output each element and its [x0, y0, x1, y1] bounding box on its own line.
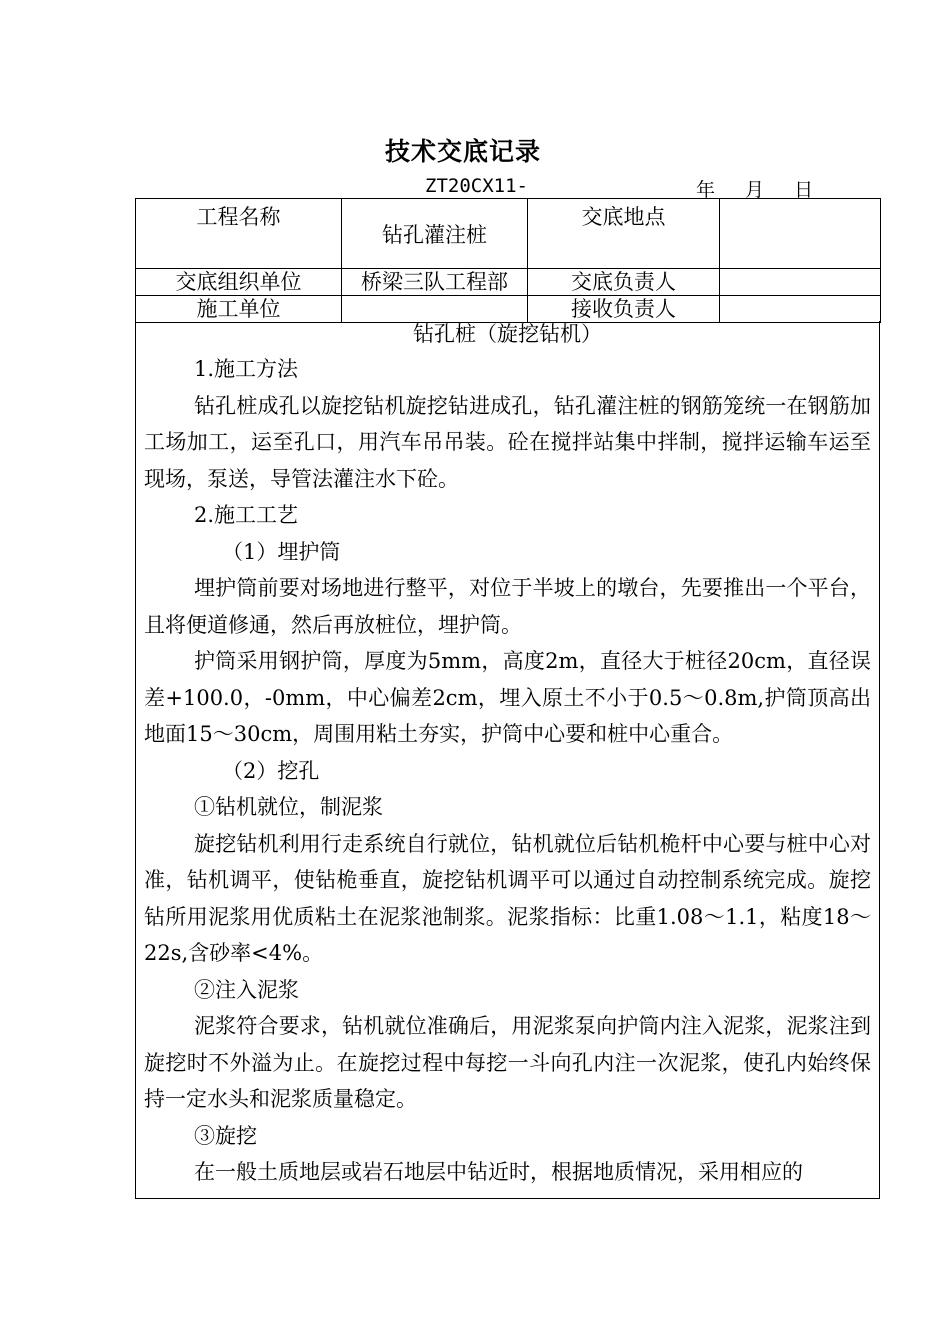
- project-name-label: 工程名称: [136, 199, 342, 269]
- responsible-value: [720, 269, 881, 296]
- paragraph: 泥浆符合要求，钻机就位准确后，用泥浆泵向护筒内注入泥浆，泥浆注到旋挖时不外溢为止。在旋挖过程中每挖一斗向孔内注一次泥浆，使孔内始终保持一定水头和泥浆质量稳定。: [144, 1014, 871, 1111]
- content-subtitle: 钻孔桩（旋挖钻机）: [413, 322, 602, 346]
- paragraph: 旋挖钻机利用行走系统自行就位，钻机就位后钻机桅杆中心要与桩中心对准，钻机调平，使钻桅垂直，旋挖钻机调平可以通过自动控制系统完成。旋挖钻所用泥浆用优质粘土在泥浆池制浆。泥浆指标：比重1.08～1.1，粘度18～22s,含砂率<4%。: [144, 831, 871, 965]
- receiver-label: 接收负责人: [528, 296, 720, 323]
- paragraph: 护筒采用钢护筒，厚度为5mm，高度2m，直径大于桩径20cm，直径误差+100.0，-0mm，中心偏差2cm，埋入原土不小于0.5～0.8m,护筒顶高出地面15～30cm，周围用粘土夯实，护筒中心要和桩中心重合。: [144, 649, 871, 746]
- date-month: 月: [745, 179, 765, 201]
- paragraph: 在一般土质地层或岩石地层中钻近时，根据地质情况，采用相应的: [194, 1160, 803, 1184]
- paragraph: ②注入泥浆: [194, 977, 299, 1002]
- paragraph: 钻孔桩成孔以旋挖钻机旋挖钻进成孔，钻孔灌注桩的钢筋笼统一在钢筋加工场加工，运至孔口，用汽车吊吊装。砼在搅拌站集中拌制，搅拌运输车运至现场，泵送，导管法灌注水下砼。: [144, 393, 871, 491]
- receiver-value: [720, 296, 881, 323]
- org-value: 桥梁三队工程部: [342, 269, 528, 296]
- date-year: 年: [696, 179, 716, 201]
- header-table: [135, 198, 881, 323]
- project-name-value: 钻孔灌注桩: [342, 199, 528, 269]
- org-label: 交底组织单位: [136, 269, 342, 296]
- document-code: ZT20CX11-: [425, 175, 528, 197]
- location-label: 交底地点: [528, 199, 720, 269]
- document-title: 技术交底记录: [384, 137, 541, 166]
- location-value: [720, 199, 881, 269]
- date-day: 日: [794, 179, 814, 201]
- paragraph: 2.施工工艺: [194, 503, 299, 527]
- paragraph: 埋护筒前要对场地进行整平，对位于半坡上的墩台，先要推出一个平台，且将便道修通，然后再放桩位，埋护筒。: [144, 576, 871, 637]
- responsible-label: 交底负责人: [528, 269, 720, 296]
- construction-unit-value: [342, 296, 528, 323]
- paragraph: 1.施工方法: [194, 357, 299, 381]
- disclosure-content: [135, 321, 880, 1199]
- paragraph: （1）埋护筒: [222, 539, 341, 564]
- paragraph: ③旋挖: [194, 1123, 257, 1148]
- paragraph: （2）挖孔: [222, 758, 320, 783]
- construction-unit-label: 施工单位: [136, 296, 342, 323]
- paragraph: ①钻机就位，制泥浆: [194, 795, 383, 819]
